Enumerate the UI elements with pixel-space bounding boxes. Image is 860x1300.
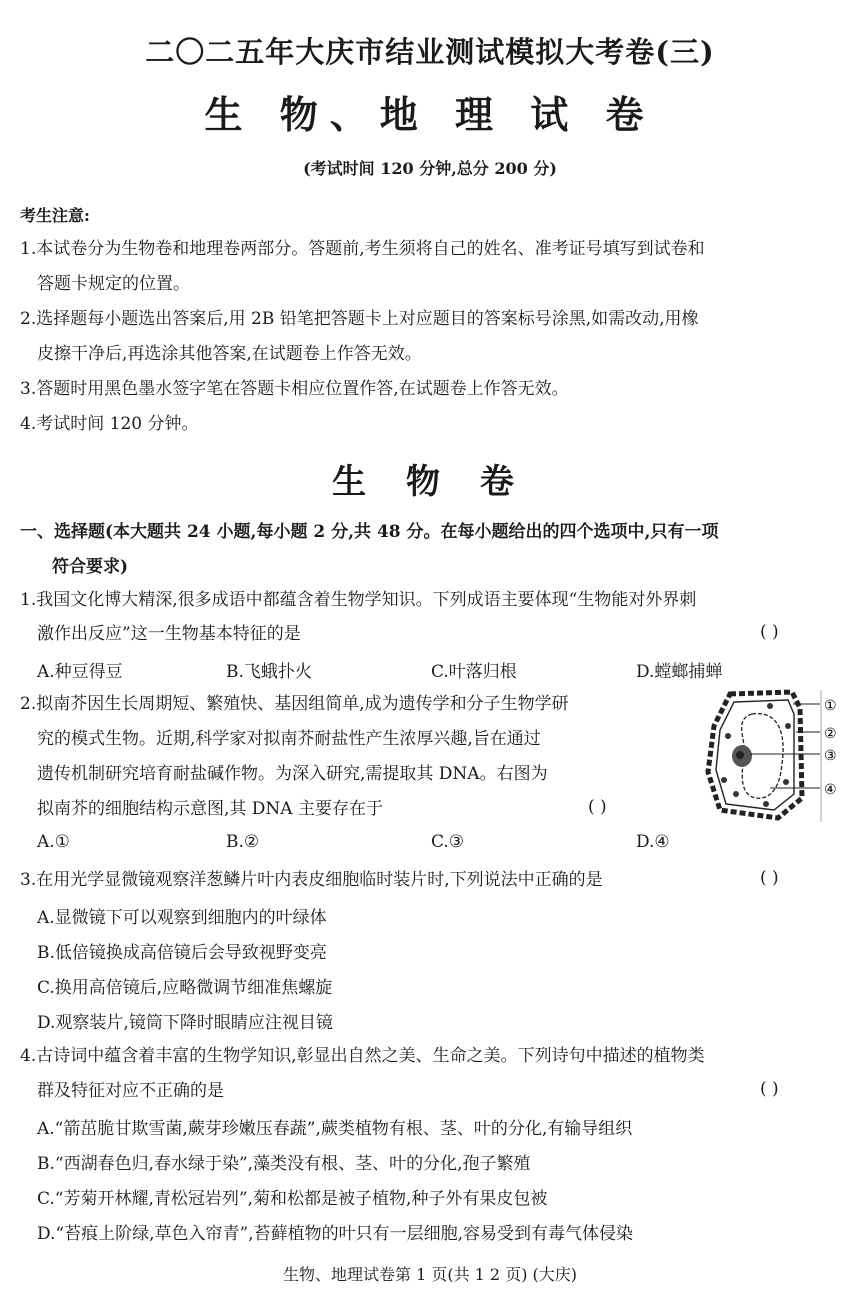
- question-3-option-d: D.观察装片,镜筒下降时眼睛应注视目镜: [37, 1013, 333, 1033]
- notice-line: 皮擦干净后,再选涂其他答案,在试题卷上作答无效。: [37, 344, 422, 364]
- question-4-option-b: B.“西湖春色归,春水绿于染”,藻类没有根、茎、叶的分化,孢子繁殖: [37, 1154, 531, 1174]
- question-2-option-a: A.①: [37, 832, 70, 852]
- question-1-stem-cont: 激作出反应”这一生物基本特征的是: [37, 624, 301, 644]
- section-heading-cont: 符合要求): [52, 557, 129, 577]
- figure-label-3: ③: [824, 748, 837, 764]
- question-2-option-d: D.④: [636, 832, 670, 852]
- biology-title: 生 物 卷: [332, 462, 528, 502]
- question-1-option-d: D.螳螂捕蝉: [636, 662, 723, 682]
- notice-heading: 考生注意:: [20, 206, 90, 225]
- plant-cell-diagram: [700, 686, 850, 826]
- question-2-option-b: B.②: [226, 832, 260, 852]
- notice-line: 1.本试卷分为生物卷和地理卷两部分。答题前,考生须将自己的姓名、准考证号填写到试卷和: [20, 239, 705, 259]
- notice-line: 4.考试时间 120 分钟。: [20, 414, 199, 434]
- question-3-option-a: A.显微镜下可以观察到细胞内的叶绿体: [37, 908, 327, 928]
- answer-paren: ( ): [760, 1079, 779, 1099]
- notice-line: 答题卡规定的位置。: [37, 274, 190, 294]
- question-3-option-c: C.换用高倍镜后,应略微调节细准焦螺旋: [37, 978, 333, 998]
- notice-line: 3.答题时用黑色墨水签字笔在答题卡相应位置作答,在试题卷上作答无效。: [20, 379, 569, 399]
- answer-paren: ( ): [760, 868, 779, 888]
- exam-subtitle: 二〇二五年大庆市结业测试模拟大考卷(三): [145, 35, 715, 69]
- notice-line: 2.选择题每小题选出答案后,用 2B 铅笔把答题卡上对应题目的答案标号涂黑,如需改动,用橡: [20, 309, 699, 329]
- nucleolus: [736, 751, 744, 759]
- question-4-option-d: D.“苔痕上阶绿,草色入帘青”,苔藓植物的叶只有一层细胞,容易受到有毒气体侵染: [37, 1224, 634, 1244]
- question-3-option-b: B.低倍镜换成高倍镜后会导致视野变亮: [37, 943, 327, 963]
- figure-label-1: ①: [824, 698, 837, 714]
- exam-title: 生 物、地 理 试 卷: [204, 92, 656, 137]
- page-footer: 生物、地理试卷第 1 页(共 1 2 页) (大庆): [282, 1265, 578, 1284]
- question-2-stem-cont: 拟南芥的细胞结构示意图,其 DNA 主要存在于: [37, 799, 383, 819]
- question-1-option-b: B.飞蛾扑火: [226, 662, 312, 682]
- question-2-stem-cont: 遗传机制研究培育耐盐碱作物。为深入研究,需提取其 DNA。右图为: [37, 764, 548, 784]
- question-4-stem: 4.古诗词中蕴含着丰富的生物学知识,彰显出自然之美、生命之美。下列诗句中描述的植物类: [20, 1046, 705, 1066]
- question-2-option-c: C.③: [431, 832, 465, 852]
- question-2-stem-cont: 究的模式生物。近期,科学家对拟南芥耐盐性产生浓厚兴趣,旨在通过: [37, 729, 541, 749]
- question-2-stem: 2.拟南芥因生长周期短、繁殖快、基因组简单,成为遗传学和分子生物学研: [20, 694, 569, 714]
- question-3-stem: 3.在用光学显微镜观察洋葱鳞片叶内表皮细胞临时装片时,下列说法中正确的是: [20, 870, 603, 890]
- figure-label-2: ②: [824, 726, 837, 742]
- question-1-stem: 1.我国文化博大精深,很多成语中都蕴含着生物学知识。下列成语主要体现“生物能对外界刺: [20, 590, 697, 610]
- question-1-option-a: A.种豆得豆: [37, 662, 123, 682]
- question-1-option-c: C.叶落归根: [431, 662, 517, 682]
- figure-label-4: ④: [824, 782, 837, 798]
- question-4-option-c: C.“芳菊开林耀,青松冠岩列”,菊和松都是被子植物,种子外有果皮包被: [37, 1189, 548, 1209]
- section-heading: 一、选择题(本大题共 24 小题,每小题 2 分,共 48 分。在每小题给出的四个选项中,只有一项: [20, 522, 719, 542]
- exam-info: (考试时间 120 分钟,总分 200 分): [303, 159, 557, 178]
- answer-paren: ( ): [760, 622, 779, 642]
- question-4-option-a: A.“箭茁脆甘欺雪菌,蕨芽珍嫩压春蔬”,蕨类植物有根、茎、叶的分化,有输导组织: [37, 1119, 633, 1139]
- question-4-stem-cont: 群及特征对应不正确的是: [37, 1081, 224, 1101]
- answer-paren: ( ): [588, 797, 607, 817]
